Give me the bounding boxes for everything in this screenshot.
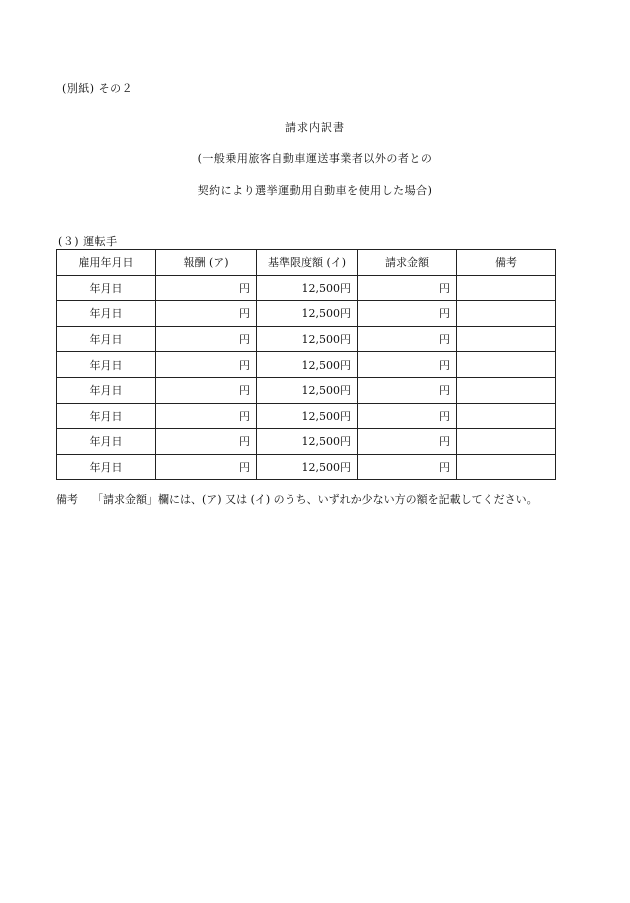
cell-reward: 円 (156, 301, 257, 327)
table-row (57, 301, 556, 327)
cell-claim-amount: 円 (358, 352, 457, 378)
cell-standard-limit: 12,500円 (257, 275, 358, 301)
cell-claim-amount: 円 (358, 429, 457, 455)
driver-fee-table (56, 249, 556, 480)
cell-employment-date: 年月日 (57, 403, 156, 429)
cell-standard-limit: 12,500円 (257, 326, 358, 352)
cell-standard-limit: 12,500円 (257, 454, 358, 480)
cell-claim-amount: 円 (358, 377, 457, 403)
cell-standard-limit: 12,500円 (257, 301, 358, 327)
cell-claim-amount: 円 (358, 301, 457, 327)
cell-standard-limit: 12,500円 (257, 377, 358, 403)
cell-remarks (457, 352, 556, 378)
table-row (57, 454, 556, 480)
header-standard-limit: 基準限度額 (イ) (257, 250, 358, 276)
table-header-row (57, 250, 556, 276)
section-label-driver: (３) 運転手 (58, 235, 118, 248)
attachment-label: (別紙) その２ (62, 82, 134, 95)
cell-reward: 円 (156, 429, 257, 455)
table-row (57, 429, 556, 455)
header-remarks: 備考 (457, 250, 556, 276)
cell-standard-limit: 12,500円 (257, 352, 358, 378)
cell-standard-limit: 12,500円 (257, 429, 358, 455)
cell-reward: 円 (156, 352, 257, 378)
cell-claim-amount: 円 (358, 275, 457, 301)
cell-standard-limit: 12,500円 (257, 403, 358, 429)
table-row (57, 275, 556, 301)
cell-reward: 円 (156, 403, 257, 429)
table-row (57, 403, 556, 429)
document-title: 請求内訳書 (285, 121, 345, 134)
cell-reward: 円 (156, 454, 257, 480)
cell-remarks (457, 326, 556, 352)
cell-employment-date: 年月日 (57, 377, 156, 403)
cell-claim-amount: 円 (358, 454, 457, 480)
cell-remarks (457, 454, 556, 480)
cell-reward: 円 (156, 326, 257, 352)
cell-employment-date: 年月日 (57, 454, 156, 480)
cell-remarks (457, 301, 556, 327)
cell-claim-amount: 円 (358, 326, 457, 352)
cell-remarks (457, 403, 556, 429)
cell-employment-date: 年月日 (57, 301, 156, 327)
cell-reward: 円 (156, 377, 257, 403)
cell-employment-date: 年月日 (57, 275, 156, 301)
cell-employment-date: 年月日 (57, 429, 156, 455)
table-row (57, 377, 556, 403)
header-reward: 報酬 (ア) (156, 250, 257, 276)
note-heading: 備考 (56, 493, 78, 506)
cell-remarks (457, 377, 556, 403)
table-row (57, 352, 556, 378)
cell-reward: 円 (156, 275, 257, 301)
document-subtitle-line-1: (一般乗用旅客自動車運送事業者以外の者との (197, 152, 433, 165)
cell-remarks (457, 275, 556, 301)
cell-claim-amount: 円 (358, 403, 457, 429)
remarks-note (56, 491, 538, 507)
table-row (57, 326, 556, 352)
note-text: 「請求金額」欄には、(ア) 又は (イ) のうち、いずれか少ない方の額を記載してください。 (92, 493, 538, 506)
cell-remarks (457, 429, 556, 455)
cell-employment-date: 年月日 (57, 326, 156, 352)
header-claim-amount: 請求金額 (358, 250, 457, 276)
cell-employment-date: 年月日 (57, 352, 156, 378)
header-employment-date: 雇用年月日 (57, 250, 156, 276)
document-subtitle-line-2: 契約により選挙運動用自動車を使用した場合) (197, 184, 433, 197)
